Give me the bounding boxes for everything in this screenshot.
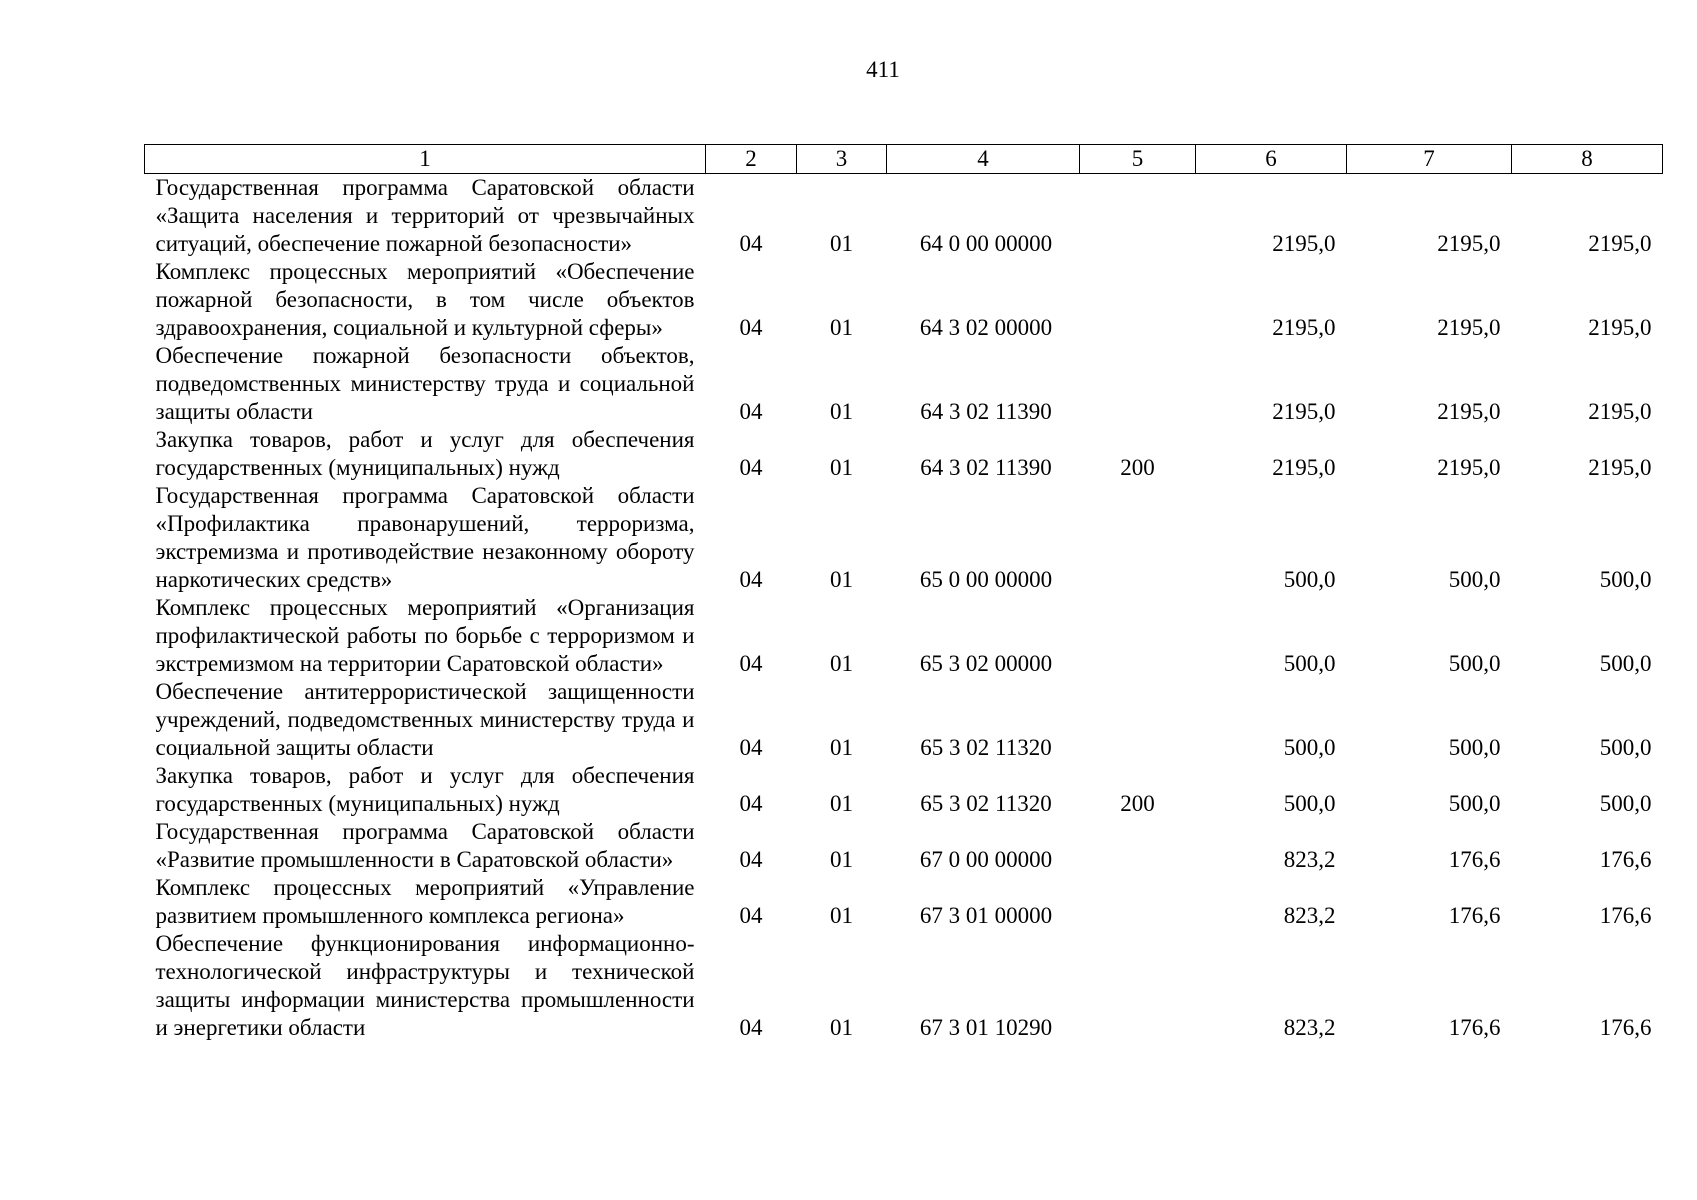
table-row xyxy=(145,426,1663,482)
column-header: 6 xyxy=(1196,145,1347,174)
row-amount-year1: 823,2 xyxy=(1283,1015,1336,1040)
row-expense-type xyxy=(1080,594,1196,678)
row-amount-year2: 2195,0 xyxy=(1437,455,1501,480)
row-amount-year2: 500,0 xyxy=(1448,791,1501,816)
row-target-article: 65 0 00 00000 xyxy=(919,567,1053,592)
row-section: 04 xyxy=(739,315,763,340)
row-amount-year3: 500,0 xyxy=(1599,567,1652,592)
row-amount-year3: 2195,0 xyxy=(1588,315,1652,340)
row-amount-year2: 2195,0 xyxy=(1437,315,1501,340)
table-body xyxy=(145,174,1663,1043)
row-section: 04 xyxy=(739,1015,763,1040)
row-amount-year2: 176,6 xyxy=(1448,847,1501,872)
row-name: Комплекс процессных мероприятий «Управление развитием промышленного комплекса региона» xyxy=(155,875,695,928)
row-target-article: 64 3 02 11390 xyxy=(920,455,1052,480)
row-amount-year1: 823,2 xyxy=(1283,903,1336,928)
column-header: 1 xyxy=(145,145,706,174)
row-amount-year3: 500,0 xyxy=(1599,651,1652,676)
table-row xyxy=(145,594,1663,678)
table-row xyxy=(145,762,1663,818)
row-amount-year2: 500,0 xyxy=(1448,567,1501,592)
row-name: Государственная программа Саратовской области «Профилактика правонарушений, терроризма, экстремизма и противодействие незаконному обороту наркотических средств» xyxy=(155,483,695,592)
table-row xyxy=(145,874,1663,930)
row-amount-year3: 500,0 xyxy=(1599,735,1652,760)
row-name: Обеспечение пожарной безопасности объектов, подведомственных министерству труда и социальной защиты области xyxy=(155,343,695,424)
row-expense-type xyxy=(1080,678,1196,762)
table-row xyxy=(145,258,1663,342)
budget-table xyxy=(144,144,1663,1042)
header-row xyxy=(145,145,1663,174)
row-section: 04 xyxy=(739,651,763,676)
column-header: 7 xyxy=(1347,145,1512,174)
row-amount-year1: 823,2 xyxy=(1283,847,1336,872)
row-amount-year1: 2195,0 xyxy=(1272,455,1336,480)
row-target-article: 67 0 00 00000 xyxy=(919,847,1053,872)
row-subsection: 01 xyxy=(830,1015,853,1040)
row-amount-year3: 176,6 xyxy=(1599,847,1652,872)
row-amount-year3: 176,6 xyxy=(1599,1015,1652,1040)
row-amount-year3: 500,0 xyxy=(1599,791,1652,816)
row-name: Государственная программа Саратовской области «Защита населения и территорий от чрезвычайных ситуаций, обеспечение пожарной безопасности» xyxy=(155,175,695,256)
row-amount-year2: 2195,0 xyxy=(1437,231,1501,256)
row-subsection: 01 xyxy=(830,455,853,480)
row-name: Закупка товаров, работ и услуг для обеспечения государственных (муниципальных) нужд xyxy=(155,763,695,816)
row-expense-type xyxy=(1080,930,1196,1042)
row-section: 04 xyxy=(739,231,763,256)
column-header: 8 xyxy=(1512,145,1663,174)
row-amount-year3: 2195,0 xyxy=(1588,231,1652,256)
row-amount-year3: 176,6 xyxy=(1599,903,1652,928)
row-subsection: 01 xyxy=(830,315,853,340)
row-amount-year2: 2195,0 xyxy=(1437,399,1501,424)
row-section: 04 xyxy=(739,847,763,872)
table-row xyxy=(145,818,1663,874)
row-expense-type: 200 xyxy=(1120,791,1155,816)
row-expense-type: 200 xyxy=(1120,455,1155,480)
row-target-article: 64 0 00 00000 xyxy=(919,231,1053,256)
row-subsection: 01 xyxy=(830,847,853,872)
row-amount-year3: 2195,0 xyxy=(1588,399,1652,424)
row-section: 04 xyxy=(739,455,763,480)
row-subsection: 01 xyxy=(830,399,853,424)
row-subsection: 01 xyxy=(830,231,853,256)
row-expense-type xyxy=(1080,874,1196,930)
row-amount-year1: 2195,0 xyxy=(1272,231,1336,256)
row-subsection: 01 xyxy=(830,735,853,760)
row-name: Закупка товаров, работ и услуг для обеспечения государственных (муниципальных) нужд xyxy=(155,427,695,480)
row-expense-type xyxy=(1080,174,1196,259)
table-row xyxy=(145,930,1663,1042)
row-subsection: 01 xyxy=(830,903,853,928)
row-name: Обеспечение функционирования информационно-технологической инфраструктуры и технической защиты информации министерства промышленности и энергетики области xyxy=(155,931,695,1040)
row-amount-year1: 500,0 xyxy=(1283,651,1336,676)
row-expense-type xyxy=(1080,258,1196,342)
row-amount-year2: 176,6 xyxy=(1448,903,1501,928)
row-expense-type xyxy=(1080,482,1196,594)
row-amount-year2: 500,0 xyxy=(1448,651,1501,676)
row-target-article: 65 3 02 11320 xyxy=(920,735,1052,760)
row-amount-year2: 176,6 xyxy=(1448,1015,1501,1040)
row-expense-type xyxy=(1080,342,1196,426)
row-target-article: 64 3 02 00000 xyxy=(919,315,1053,340)
row-target-article: 64 3 02 11390 xyxy=(920,399,1052,424)
row-subsection: 01 xyxy=(830,651,853,676)
row-amount-year1: 2195,0 xyxy=(1272,315,1336,340)
page-number: 411 xyxy=(866,57,900,82)
row-subsection: 01 xyxy=(830,567,853,592)
row-subsection: 01 xyxy=(830,791,853,816)
row-section: 04 xyxy=(739,735,763,760)
column-header: 5 xyxy=(1080,145,1196,174)
row-target-article: 65 3 02 11320 xyxy=(920,791,1052,816)
row-section: 04 xyxy=(739,399,763,424)
column-header: 4 xyxy=(887,145,1080,174)
row-section: 04 xyxy=(739,567,763,592)
table-row xyxy=(145,482,1663,594)
row-amount-year1: 500,0 xyxy=(1283,567,1336,592)
column-header: 3 xyxy=(797,145,887,174)
row-amount-year2: 500,0 xyxy=(1448,735,1501,760)
row-amount-year1: 2195,0 xyxy=(1272,399,1336,424)
row-target-article: 65 3 02 00000 xyxy=(919,651,1053,676)
row-name: Комплекс процессных мероприятий «Организация профилактической работы по борьбе с терроризмом и экстремизмом на территории Саратовской области» xyxy=(155,595,695,676)
row-expense-type xyxy=(1080,818,1196,874)
row-amount-year1: 500,0 xyxy=(1283,735,1336,760)
row-target-article: 67 3 01 10290 xyxy=(919,1015,1053,1040)
table-row xyxy=(145,174,1663,259)
row-section: 04 xyxy=(739,791,763,816)
table-row xyxy=(145,342,1663,426)
table-row xyxy=(145,678,1663,762)
row-amount-year1: 500,0 xyxy=(1283,791,1336,816)
row-section: 04 xyxy=(739,903,763,928)
row-name: Комплекс процессных мероприятий «Обеспечение пожарной безопасности, в том числе объектов здравоохранения, социальной и культурной сферы» xyxy=(155,259,695,340)
column-header: 2 xyxy=(706,145,797,174)
row-amount-year3: 2195,0 xyxy=(1588,455,1652,480)
row-target-article: 67 3 01 00000 xyxy=(919,903,1053,928)
row-name: Обеспечение антитеррористической защищенности учреждений, подведомственных министерству труда и социальной защиты области xyxy=(155,679,695,760)
row-name: Государственная программа Саратовской области «Развитие промышленности в Саратовской области» xyxy=(155,819,695,872)
